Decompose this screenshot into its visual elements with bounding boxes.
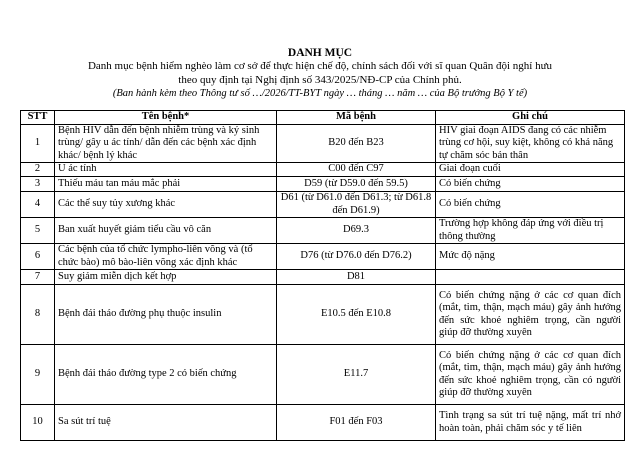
row-stt: 10 (21, 405, 55, 441)
table-row (21, 285, 625, 345)
row-note: Giai đoạn cuối (436, 163, 625, 177)
header-note: Ghi chú (436, 111, 625, 125)
table-header-row (21, 111, 625, 125)
row-stt: 6 (21, 244, 55, 270)
row-disease-code: B20 đến B23 (277, 124, 436, 163)
table-row (21, 270, 625, 285)
row-stt: 9 (21, 345, 55, 405)
document-subtitle-line-1: Danh mục bệnh hiểm nghèo làm cơ sở để thực hiện chế độ, chính sách đối với sĩ quan Quân đội nghỉ hưu (87, 60, 553, 72)
row-note: Tình trạng sa sút trí tuệ nặng, mất trí nhớ hoàn toàn, phải chăm sóc y tế liên (436, 405, 625, 441)
row-note: Mức độ nặng (436, 244, 625, 270)
row-disease-code: E10.5 đến E10.8 (277, 285, 436, 345)
row-disease-name: Bệnh đái tháo đường type 2 có biến chứng (55, 345, 277, 405)
row-note: Có biến chứng nặng ở các cơ quan đích (mắt, tim, thận, mạch máu) gây ảnh hưởng đến sức khoẻ nghiêm trọng, cần có người giúp đỡ thường xuyên (436, 345, 625, 405)
row-disease-name: Bệnh HIV dẫn đến bệnh nhiễm trùng và ký sinh trùng/ gây u ác tính/ dẫn đến các bệnh xác định khác/ bệnh lý khác (55, 124, 277, 163)
row-disease-name: Ban xuất huyết giảm tiểu cầu vô căn (55, 218, 277, 244)
row-disease-code: D59 (từ D59.0 đến 59.5) (277, 177, 436, 192)
table-row (21, 177, 625, 192)
row-disease-name: Thiếu máu tan máu mắc phải (55, 177, 277, 192)
row-note (436, 270, 625, 285)
table-row (21, 244, 625, 270)
row-note: Có biến chứng (436, 192, 625, 218)
row-stt: 5 (21, 218, 55, 244)
document-subtitle-line-2: theo quy định tại Nghị định số 343/2025/NĐ-CP của Chính phủ. (178, 73, 462, 86)
row-disease-name: Bệnh đái tháo đường phụ thuộc insulin (55, 285, 277, 345)
table-row (21, 192, 625, 218)
header-disease-code: Mã bệnh (277, 111, 436, 125)
row-disease-code: D61 (từ D61.0 đến D61.3; từ D61.8 đến D61.9) (277, 192, 436, 218)
table-row (21, 124, 625, 163)
row-disease-code: C00 đến C97 (277, 163, 436, 177)
row-disease-code: D69.3 (277, 218, 436, 244)
row-note: Có biến chứng nặng ở các cơ quan đích (mắt, tim, thận, mạch máu) gây ảnh hưởng đến sức khoẻ nghiêm trọng, cần người giúp đỡ thường xuyên (436, 285, 625, 345)
row-note: Trường hợp không đáp ứng với điều trị thông thường (436, 218, 625, 244)
row-stt: 4 (21, 192, 55, 218)
header-stt: STT (21, 111, 55, 125)
header-disease-name: Tên bệnh* (55, 111, 277, 125)
table-row (21, 345, 625, 405)
row-disease-code: D81 (277, 270, 436, 285)
row-note: HIV giai đoạn AIDS đang có các nhiễm trùng cơ hội, suy kiệt, không có khả năng tự chăm sóc bản thân (436, 124, 625, 163)
row-disease-name: U ác tính (55, 163, 277, 177)
row-disease-name: Suy giảm miễn dịch kết hợp (55, 270, 277, 285)
table-row (21, 405, 625, 441)
row-stt: 3 (21, 177, 55, 192)
table-row (21, 218, 625, 244)
document-title: DANH MỤC (287, 47, 353, 59)
row-disease-name: Các thể suy tủy xương khác (55, 192, 277, 218)
disease-table (20, 110, 625, 441)
row-stt: 7 (21, 270, 55, 285)
table-row (21, 163, 625, 177)
row-disease-code: E11.7 (277, 345, 436, 405)
row-stt: 2 (21, 163, 55, 177)
row-note: Có biến chứng (436, 177, 625, 192)
row-disease-code: D76 (từ D76.0 đến D76.2) (277, 244, 436, 270)
row-disease-name: Các bệnh của tổ chức lympho-liên võng và (tổ chức bào) mô bào-liên võng xác định khác (55, 244, 277, 270)
document-issuance-note: (Ban hành kèm theo Thông tư số …/2026/TT-BYT ngày … tháng … năm … của Bộ trưởng Bộ Y tế) (112, 88, 528, 99)
row-disease-code: F01 đến F03 (277, 405, 436, 441)
row-disease-name: Sa sút trí tuệ (55, 405, 277, 441)
document-header (0, 46, 640, 101)
row-stt: 1 (21, 124, 55, 163)
row-stt: 8 (21, 285, 55, 345)
